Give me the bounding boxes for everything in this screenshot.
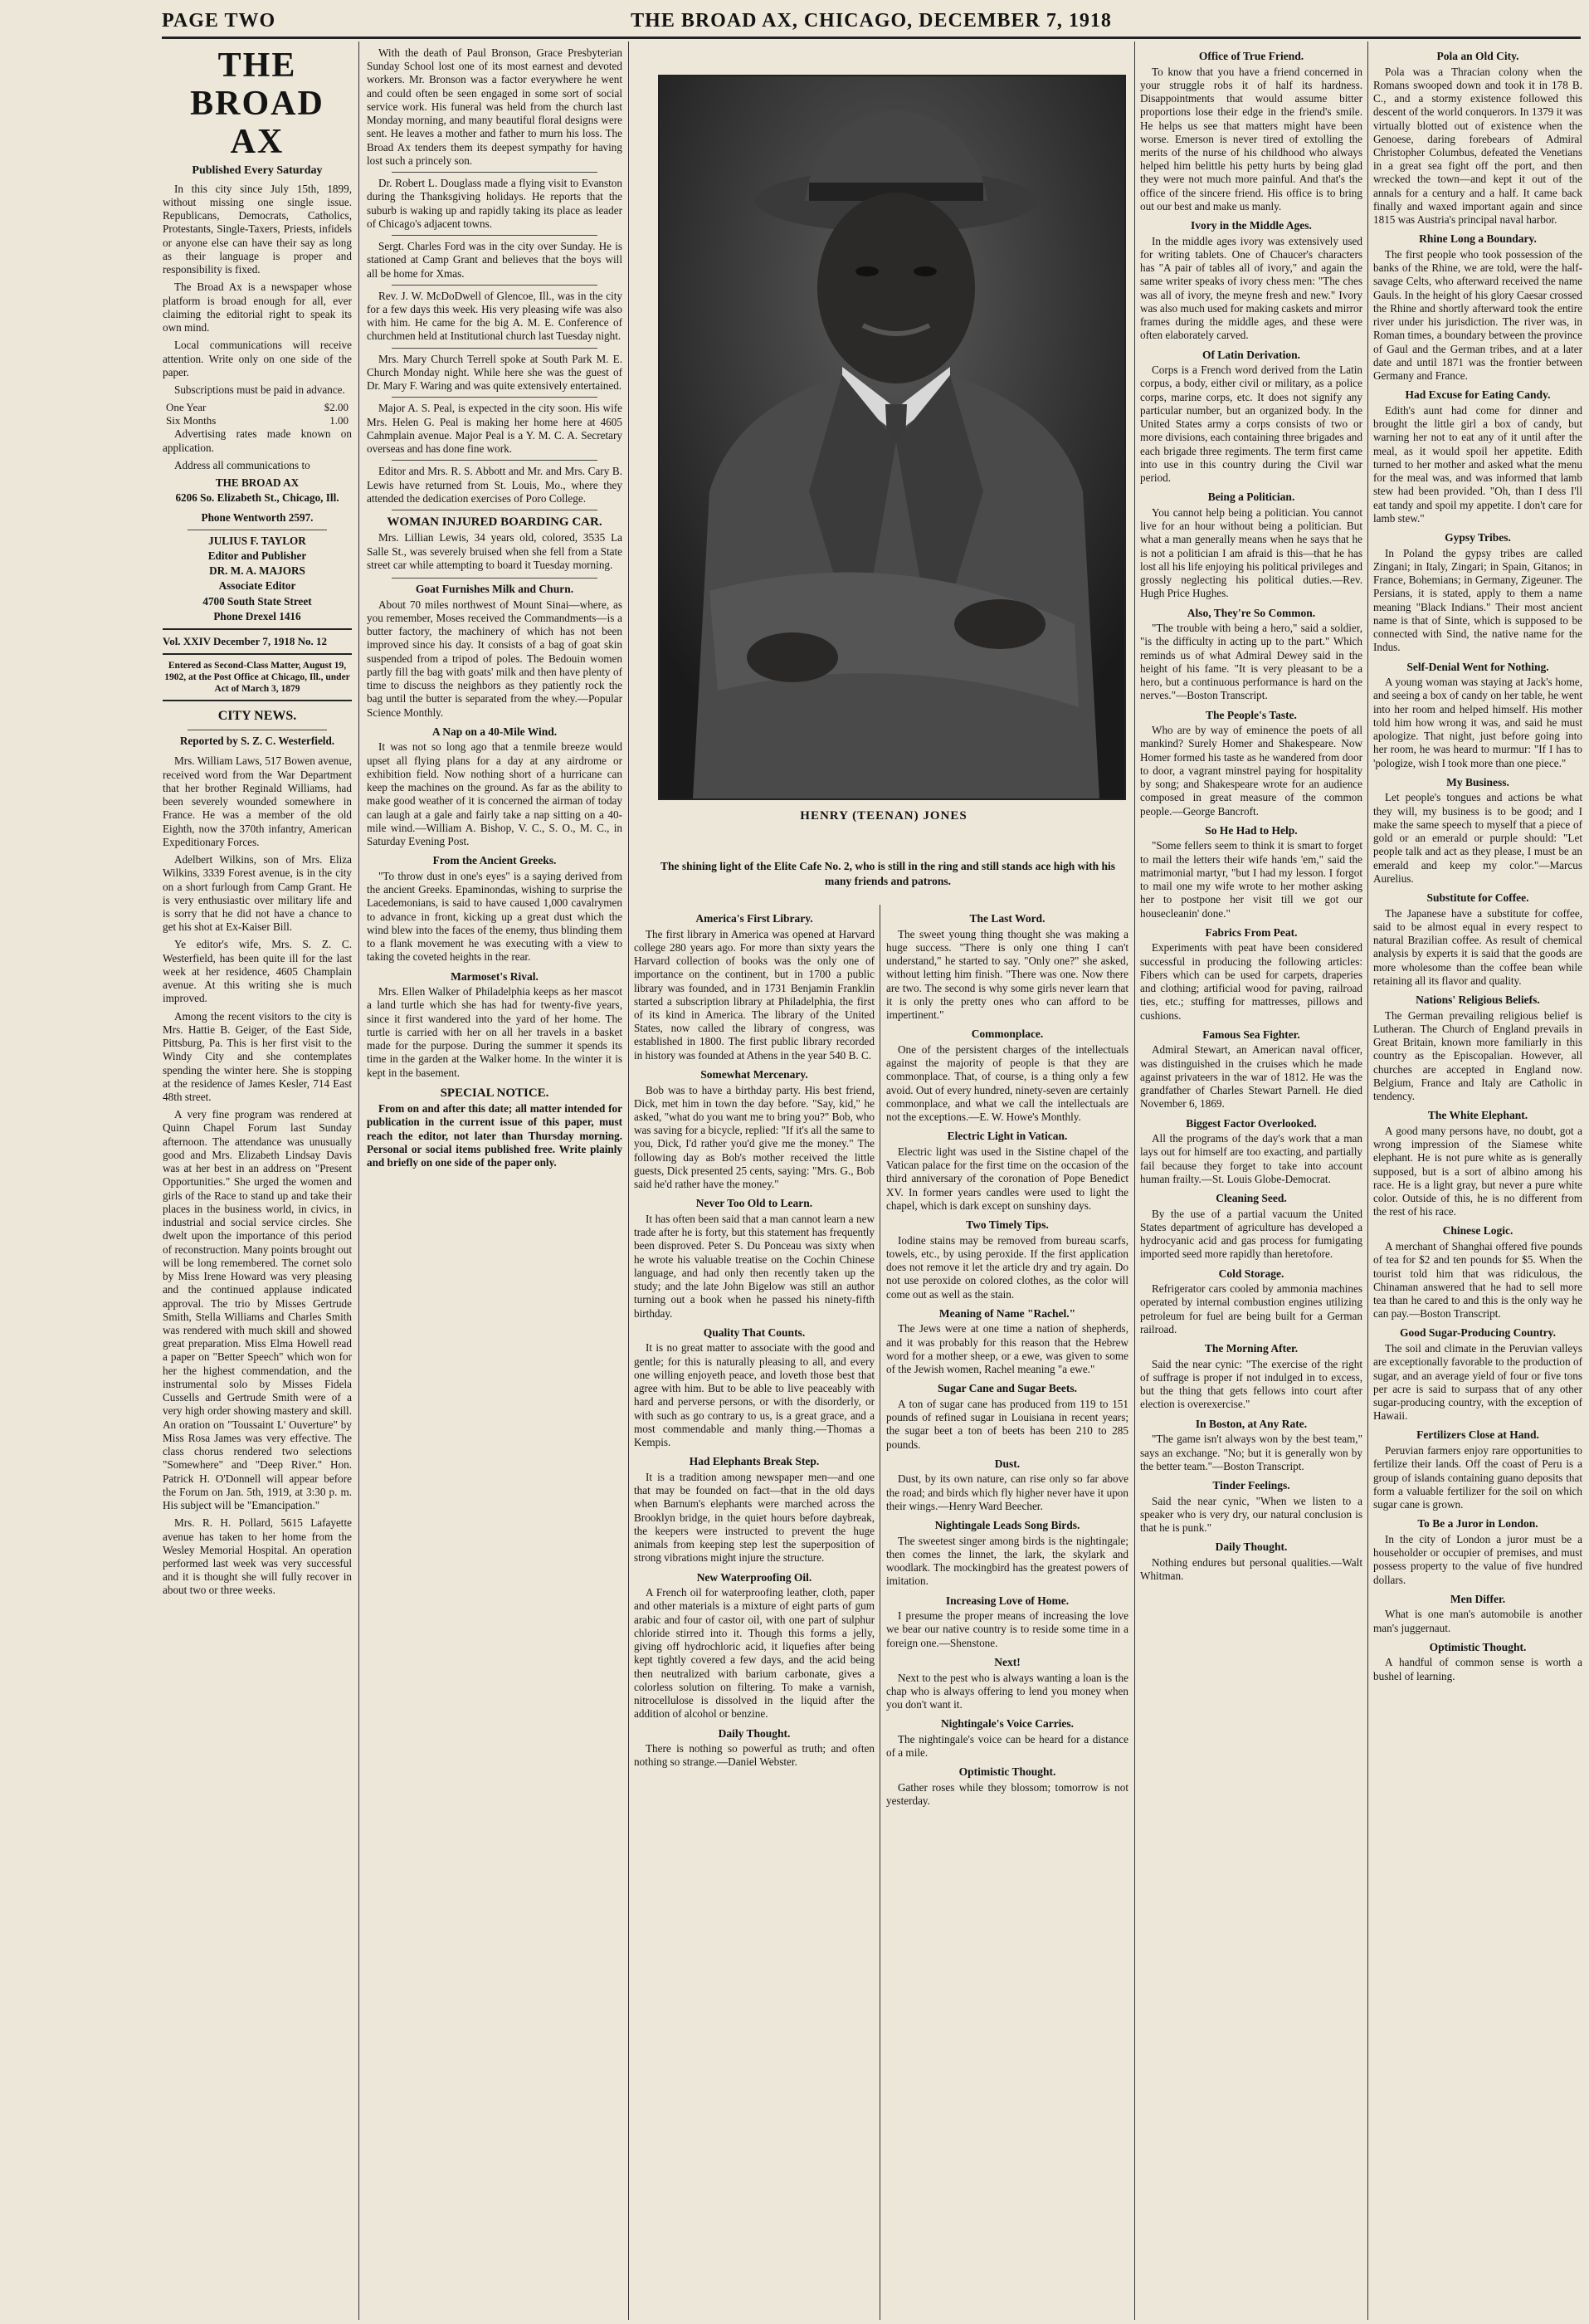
rate-row: [166, 414, 349, 427]
article-body: About 70 miles northwest of Mount Sinai—where, as you remember, Moses received the Commandments—is a butter factory, the machinery of which has not been improved since his day. It consists of a bag of goat skin suspended from a tripod of poles. The Bedouin women partly fill the bag with goats' milk and then have plenty of time to discuss the neighbors as they patiently rock the bag until the butter is separated from the whey.—Popular Science Monthly.: [367, 598, 622, 719]
article-body: The German prevailing religious belief is Lutheran. The Church of England prevails in Great Britain, known more familiarly in this country as the Episcopalian. However, all churches are accepted in England now. Belgium, France and Italy are Catholic in tendency.: [1373, 1008, 1582, 1102]
article-body: Mrs. Lillian Lewis, 34 years old, colored, 3535 La Salle St., was severely bruised when she fell from a State street car while attempting to board it Tuesday morning.: [367, 531, 622, 571]
article: [634, 1571, 875, 1721]
divider: [392, 235, 597, 236]
news-item: Dr. Robert L. Douglass made a flying visit to Evanston during the Thanksgiving holidays. He reports that the suburb is waking up and rapidly taking its place as leader of Chicago's adjacent towns.: [367, 177, 622, 230]
article-headline: Goat Furnishes Milk and Churn.: [415, 583, 574, 596]
article: [1140, 491, 1362, 600]
article-body: The soil and climate in the Peruvian valleys are exceptionally favorable to the production of sugar, and an average yield of four or five tons per acre is said to surpass that of any other sugar-producing country, with the exception of Hawaii.: [1373, 1342, 1582, 1423]
article-body: A good many persons have, no doubt, got a wrong impression of the Siamese white elephant. He is not pure white as is generally supposed, but is a sort of albino among his race. He is a light gray, but never a pure white color. Outside of this, he is no different from the rest of his race.: [1373, 1124, 1582, 1218]
divider: [392, 460, 597, 461]
news-item: Ye editor's wife, Mrs. S. Z. C. Westerfield, has been quite ill for the last week at her residence, 4605 Champlain avenue. At this writing she is much improved.: [163, 938, 352, 1005]
article-body: Corps is a French word derived from the Latin corpus, a body, either civil or military, as a police corps, marine corps, etc. It does not signify any particular number, but an organized body. In the United States army a corps consists of two or more divisions, each containing three brigades and each brigade three regiments. The term first came into use in this country during the Civil war period.: [1140, 364, 1362, 485]
intro-text: Advertising rates made known on application.: [163, 427, 352, 454]
article-headline: Increasing Love of Home.: [945, 1594, 1070, 1607]
rate-row: [166, 401, 349, 414]
news-item: Mrs. Mary Church Terrell spoke at South Park M. E. Church Monday night. While here she was the guest of Dr. Mary F. Waring and was quite extensively entertained.: [367, 352, 622, 393]
article-body: The first library in America was opened at Harvard college 280 years ago. For more than sixty years the Harvard collection of books was the only one of importance on the continent, but in 1700 a public library was founded, and in 1731 Benjamin Franklin started a subscription library at Philadelphia, the first of its kind in America. The library of the United States, now called the library of congress, was established in 1800. The first public library recorded in history was founded at Athens in the year 540 B. C.: [634, 927, 875, 1062]
news-item: With the death of Paul Bronson, Grace Presbyterian Sunday School lost one of its most earnest and devoted workers. Mr. Bronson was a factor everywhere he went and could often be seen engaged in some sort of social service work. His funeral was held from the church last Monday morning, and many beautiful floral designs were sent. He leaves a mother and father to murn his loss. The Broad Ax tenders them its deepest sympathy for having lost such a princely son.: [367, 46, 622, 167]
article-headline: So He Had to Help.: [1205, 823, 1298, 837]
article: [634, 1326, 875, 1449]
article-headline: Next!: [994, 1655, 1021, 1668]
divider: [163, 628, 352, 630]
rate-value: $2.00: [324, 401, 349, 414]
article-headline: Nightingale Leads Song Birds.: [934, 1519, 1080, 1532]
article-headline: A Nap on a 40-Mile Wind.: [431, 725, 558, 738]
article-headline: Cold Storage.: [1218, 1267, 1284, 1280]
article: [886, 1717, 1128, 1760]
intro-text: Address all communications to: [174, 458, 310, 471]
article-body: Iodine stains may be removed from bureau scarfs, towels, etc., by using peroxide. If the first application does not remove it let the article dry and try again. Do not use peroxide on colored clothes, as the color will come out as well as the stain.: [886, 1233, 1128, 1301]
article-body: Said the near cynic: "The exercise of the right of suffrage is proper if not indulged in to excess, but the thing that gets fellows into court after election is overexercise.": [1140, 1357, 1362, 1411]
entry-notice: Entered as Second-Class Matter, August 19, 1902, at the Post Office at Chicago, Ill., under Act of March 3, 1879: [164, 661, 350, 695]
phone: Phone Wentworth 2597.: [201, 511, 314, 525]
article-headline: Daily Thought.: [1215, 1540, 1288, 1554]
article-body: It was not so long ago that a tenmile breeze would upset all flying plans for a day at any airdrome or exhibition field. Now nothing short of a hurricane can keep the machines on the ground. As far as the ability to make good weather of it is concerned the airman of today can laugh at a gale and fairly take a nap sitting on a 40-mile wind.—William A. Bishop, V. C., S. O., M. C., in Saturday Evening Post.: [367, 740, 622, 848]
news-item: A very fine program was rendered at Quinn Chapel Forum last Sunday afternoon. The attendance was unusually good and Mrs. Elizabeth Lindsay Davis was at her best in an address on "Present Opportunities." She urged the women and girls of the Race to stand up and take their places in the business world, in civics, in industrial and social service circles. She dwelt upon the importance of this period of reconstruction. Many points brought out will be long remembered. The cornet solo by Miss Irene Howard was very pleasing and the continued applause indicated approval. The trio by Misses Gertrude Smith, Stella Williams and Charles Smith was rendered with much skill and showed great preparation. Miss Elma Howell read a paper on "Better Speech" which won for her the highest commendation, and the instrumental solo by Misses Fidela Cussells and Gertrude Smith were of a very high order showing mastery and skill. An oration on "Toussaint L' Ouverture" by Miss Rosa James was very effective. The class chorus rendered two selections "Somewhere" and "Deep River." Hon. Patrick H. O'Donnell will appear before the Forum on Jan. 5th, 1919, at 3:30 p. m. His subject will be "Emancipation.": [163, 1108, 352, 1512]
column-3: [634, 909, 875, 2320]
article: [634, 1197, 875, 1320]
article-body: A young woman was staying at Jack's home, and seeing a box of candy on her table, he went into her room and helped himself. His mother told him how wrong it was, and said he must apologize. That night, just before going into her room, he was heard to murmur: "If I has to 'pologize, wish I took more than one piece.": [1373, 676, 1582, 769]
news-item: Adelbert Wilkins, son of Mrs. Eliza Wilkins, 3339 Forest avenue, is in the city on a short furlough from Camp Grant. He is very enthusiastic over military life and is sorry that he did not have a chance to get his shot at Ex-Kaiser Bill.: [163, 853, 352, 934]
article-body: To know that you have a friend concerned in your struggle robs it of half its hardness. Disappointments that would assume bitter proportions lose their edge in the friend's smile. He helps us see that matters might have been worse. Emerson is never tired of extolling the merits of the nurse of his childhood who always helped him belittle his petty hurts by being glad they were not much more painful. And that's the office of the sincere friend. His office is to bring out our best and make us manly.: [1140, 65, 1362, 212]
article: [367, 970, 622, 1080]
article: [1140, 219, 1362, 342]
article: [1373, 50, 1582, 227]
article: [1140, 349, 1362, 486]
article-body: One of the persistent charges of the intellectuals against the majority of people is that they are commonplace. That, of course, is a thing only a few avoid. Out of every hundred, ninety-seven are certainly commonplace, and what we call the intellectuals are not the exceptions.—E. W. Howe's Monthly.: [886, 1042, 1128, 1123]
article-headline: Good Sugar-Producing Country.: [1400, 1326, 1556, 1340]
article-headline: Self-Denial Went for Nothing.: [1406, 660, 1549, 673]
paper-title: THE BROAD AX: [190, 46, 324, 162]
column-4: [886, 909, 1128, 2320]
article-body: The nightingale's voice can be heard for a distance of a mile.: [886, 1732, 1128, 1760]
article-body: It is no great matter to associate with the good and gentle; for this is naturally pleasing to all, and every one willing enjoyeth peace, and loveth those best that agree with him. But to be able to live peaceably with hard and perverse persons, or with the disorderly, or with such as go contrary to us, is a great grace, and a most commendable and manly thing.—Thomas a Kempis.: [634, 1341, 875, 1449]
article-body: Admiral Stewart, an American naval officer, was distinguished in the cruises which he made against privateers in the war of 1812. He was the grandfather of Charles Stewart Parnell. He died November 6, 1869.: [1140, 1043, 1362, 1111]
article: [1373, 531, 1582, 654]
news-item: Editor and Mrs. R. S. Abbott and Mr. and Mrs. Cary B. Lewis have returned from St. Louis, Mo., where they attended the dedication exercises of Poro College.: [367, 465, 622, 505]
article: [367, 515, 622, 572]
article-headline: Being a Politician.: [1207, 491, 1295, 504]
divider: [392, 172, 597, 173]
article: [1140, 1418, 1362, 1473]
article-body: The first people who took possession of the banks of the Rhine, we are told, were the half-savage Celts, who afterward received the name Gauls. In the height of his glory Caesar crossed the Rhine and shortly afterward took the entire river under his jurisdiction. The river was, in Roman times, a boundary between the province of Gaul and the German tribes, and at a later date and until 1871 was the frontier between Germany and France.: [1373, 248, 1582, 383]
article: [886, 1594, 1128, 1650]
editor-role: Editor and Publisher: [207, 549, 307, 562]
article-body: The Jews were at one time a nation of shepherds, and it was probably for this reason that the Hebrew word for a mother sheep, or a ewe, was given to some of the Jewish women, Rachel meaning "a ewe.": [886, 1322, 1128, 1376]
photo-caption-name: HENRY (TEENAN) JONES: [800, 809, 968, 823]
article: [886, 1130, 1128, 1213]
article: [1373, 1428, 1582, 1511]
divider: [163, 700, 352, 701]
article-headline: Optimistic Thought.: [958, 1765, 1056, 1779]
article-headline: Nightingale's Voice Carries.: [940, 1717, 1075, 1731]
article-body: Refrigerator cars cooled by ammonia machines operated by internal combustion engines utilizing petroleum for fuel are being built for a German railroad.: [1140, 1282, 1362, 1335]
article-body: The Japanese have a substitute for coffee, said to be almost equal in every respect to natural Brazilian coffee. As result of chemical analysis by experts it is said that the goods are more wholesome than the coffee bean while retaining all its flavor and quality.: [1373, 906, 1582, 987]
article-headline: Commonplace.: [971, 1028, 1044, 1041]
article-body: Nothing endures but personal qualities.—Walt Whitman.: [1140, 1555, 1362, 1583]
intro-text: Subscriptions must be paid in advance.: [174, 383, 345, 397]
rate-value: 1.00: [329, 414, 349, 427]
article: [1373, 1109, 1582, 1218]
article: [1373, 1641, 1582, 1683]
article-body: In the city of London a juror must be a householder or occupier of premises, and must possess property to the value of five hundred dollars.: [1373, 1532, 1582, 1586]
article-headline: To Be a Juror in London.: [1417, 1517, 1538, 1531]
column-1: [163, 46, 352, 2321]
article-headline: Daily Thought.: [718, 1726, 791, 1740]
article: [886, 1382, 1128, 1452]
article: [886, 1457, 1128, 1513]
article: [1373, 232, 1582, 383]
article-body: A ton of sugar cane has produced from 119 to 151 pounds of refined sugar in Louisiana in recent years; the sugar beet a ton of beets has been 210 to 285 pounds.: [886, 1397, 1128, 1451]
article-headline: The Last Word.: [969, 912, 1046, 925]
article: [1373, 1593, 1582, 1635]
rate-label: One Year: [166, 401, 207, 414]
intro-text: In this city since July 15th, 1899, without missing one single issue. Republicans, Democrats, Catholics, Protestants, Single-Taxers, Priests, infidels or anyone else can have their say as long as their language is proper and responsibility is fixed.: [163, 182, 352, 276]
article-headline: Never Too Old to Learn.: [695, 1197, 813, 1210]
article-body: Experiments with peat have been considered successful in producing the following articles: Fibers which can be used for carpets, draperies and clothing; artificial wood for paving, railroad ties, etc.; stuffing for mattresses, pillows and cushions.: [1140, 941, 1362, 1022]
editor-name: JULIUS F. TAYLOR: [208, 534, 306, 547]
article: [634, 1727, 875, 1770]
article-headline: Nations' Religious Beliefs.: [1416, 993, 1540, 1006]
reporter-byline: Reported by S. Z. C. Westerfield.: [179, 735, 335, 748]
article-body: It is a tradition among newspaper men—and one that may be founded on fact—that in the old days when Barnum's elephants were marched across the Brooklyn bridge, in the quiet hours before daybreak, the keepers were instructed to prevent the huge animals from keeping step lest the superposition of strong vibrations might injure the structure.: [634, 1470, 875, 1565]
article-body: I presume the proper means of increasing the love we bear our native country is to reside some time in a foreign one.—Shenstone.: [886, 1609, 1128, 1649]
article-body: "The trouble with being a hero," said a soldier, "is the difficulty in acting up to the part." Which reminds us of what Admiral Dewey said in the height of his fame. "It is very pleasant to be a hero, but a continuous performance is hard on the nerves."—Boston Transcript.: [1140, 622, 1362, 702]
article-headline: Also, They're So Common.: [1187, 606, 1316, 619]
published-line: Published Every Saturday: [192, 164, 323, 177]
divider: [392, 397, 597, 398]
article-body: In Poland the gypsy tribes are called Zingani; in Italy, Zingari; in Spain, Gitanos; in France, Bohemians; in Germany, Zigeuner. The Persians, it is stated, apply to them a name meaning "Black Indians." Their most ancient name is that of Sinte, which is supposed to be connected with Sind, the native name for the Indus.: [1373, 546, 1582, 654]
article-headline: Sugar Cane and Sugar Beets.: [938, 1382, 1077, 1395]
article-headline: Of Latin Derivation.: [1201, 348, 1301, 361]
article-body: There is nothing so powerful as truth; and often nothing so strange.—Daniel Webster.: [634, 1742, 875, 1769]
article-headline: Had Excuse for Eating Candy.: [1405, 388, 1551, 402]
article-headline: Optimistic Thought.: [1429, 1640, 1527, 1653]
article-body: A merchant of Shanghai offered five pounds of tea for $2 and ten pounds for $5. When the tourist told him that was ridiculous, the Chinaman answered that he had to sell more tea than he cared to and this is the only way he can pay.—Boston Transcript.: [1373, 1240, 1582, 1321]
article: [1140, 1028, 1362, 1111]
article-headline: Had Elephants Break Step.: [689, 1455, 820, 1468]
divider: [163, 653, 352, 655]
article-body: Dust, by its own nature, can rise only so far above the road; and birds which fly higher never have it upon their wings.—Henry Ward Beecher.: [886, 1472, 1128, 1512]
article-body: "Some fellers seem to think it is smart to forget to mail the letters their wife hands 'em," said the matrimonial martyr, "but I had my lesson. I forgot to mail one my wife wrote to her mother asking her to postpone her visit till we got our housecleanin' done.": [1140, 839, 1362, 920]
article: [1140, 824, 1362, 920]
article: [1373, 994, 1582, 1103]
article: [886, 1218, 1128, 1301]
article-headline: Biggest Factor Overlooked.: [1186, 1116, 1317, 1130]
article: [886, 1307, 1128, 1377]
article: [1140, 1540, 1362, 1583]
article: [367, 583, 622, 720]
article: [1140, 1267, 1362, 1337]
article: [1140, 1117, 1362, 1187]
article-headline: Men Differ.: [1450, 1592, 1506, 1605]
article: [1373, 776, 1582, 886]
address-street: 6206 So. Elizabeth St., Chicago, Ill.: [175, 491, 339, 505]
assoc-editor-name: DR. M. A. MAJORS: [209, 564, 305, 578]
article: [634, 912, 875, 1062]
article-headline: Office of True Friend.: [1198, 50, 1304, 62]
article: [367, 854, 622, 964]
article-body: "To throw dust in one's eyes" is a saying derived from the ancient Greeks. Epaminondas, wishing to surprise the Lacedemonians, is said to have caused 1,000 cavalrymen to advance in front, kicking up a great dust which the wind blew into the faces of the enemy, thus blinding them to a flank movement he was executing with a view to taking the coveted heights in the rear.: [367, 869, 622, 964]
article-headline: Fertilizers Close at Hand.: [1416, 1428, 1539, 1442]
rate-label: Six Months: [166, 414, 217, 427]
article: [1373, 1224, 1582, 1321]
divider: [392, 578, 597, 579]
section-heading: CITY NEWS.: [217, 709, 297, 724]
article-headline: Meaning of Name "Rachel.": [938, 1306, 1076, 1320]
portrait-photo: [658, 75, 1126, 800]
article-body: Next to the pest who is always wanting a loan is the chap who is always offering to lend you money when you don't want it.: [886, 1671, 1128, 1711]
article-headline: Cleaning Seed.: [1216, 1192, 1287, 1205]
article-headline: Dust.: [994, 1457, 1021, 1470]
article: [886, 1519, 1128, 1589]
article-body: "The game isn't always won by the best team," says an exchange. "No; but it is generally won by the better team."—Boston Transcript.: [1140, 1433, 1362, 1472]
article-headline: In Boston, at Any Rate.: [1195, 1417, 1308, 1430]
article-body: Peruvian farmers enjoy rare opportunities to fertilize their lands. Off the coast of Peru is a group of islands containing guano deposits that form a valuable fertilizer for the soil on which sugar cane is grown.: [1373, 1444, 1582, 1511]
article-headline: My Business.: [1446, 775, 1509, 788]
article: [1140, 709, 1362, 818]
article-headline: Marmoset's Rival.: [451, 969, 539, 983]
article: [1140, 1479, 1362, 1535]
article: [886, 1765, 1128, 1808]
article-headline: The Morning After.: [1204, 1342, 1299, 1355]
article-headline: Ivory in the Middle Ages.: [1191, 219, 1312, 232]
article-body: Edith's aunt had come for dinner and brought the little girl a box of candy, but warning her not to eat any of it until after the meal, as it would spoil her appetite. Edith turned to her mother and asked what the menu for the meal was, and was informed that lamb stew had been provided. "Oh, than I dess I'll eat tandy and spoil my appetite. I don't care for lamb stew.": [1373, 403, 1582, 525]
article: [1373, 891, 1582, 988]
divider: [392, 348, 597, 349]
news-item: Mrs. William Laws, 517 Bowen avenue, received word from the War Department that her brother Reginald Williams, had been severely wounded somewhere in France. He was a member of the old Eighth, now the 370th infantry, American Expeditionary Forces.: [163, 754, 352, 848]
article-body: Pola was a Thracian colony when the Romans swooped down and took it in 178 B. C., and a stormy existence followed this descent of the world conquerors. In 1379 it was virtually blotted out of existence when the Genoese, daring forebears of Admiral Christopher Columbus, defeated the Venetians in a great sea fight off the port, and then wrecked the town—and kept it out of the annals for a century and a half. It came back finally and waxed important again and since 1815 was Austria's principal naval harbor.: [1373, 65, 1582, 227]
page-number: PAGE TWO: [162, 9, 276, 32]
page-header: [162, 5, 1581, 39]
article-body: Let people's tongues and actions be what they will, my business is to be good; and I make the same speech to myself that a piece of gold or an emerald or purple should: "Let people talk and act as they please, I must be an emerald and keep my color."—Marcus Aurelius.: [1373, 791, 1582, 885]
article: [634, 1068, 875, 1191]
portrait-image: [660, 76, 1124, 798]
article-headline: Electric Light in Vatican.: [947, 1130, 1068, 1143]
news-item: Sergt. Charles Ford was in the city over Sunday. He is stationed at Camp Grant and believes that the boys will all be home for Xmas.: [367, 240, 622, 280]
article-body: Who are by way of eminence the poets of all mankind? Surely Homer and Shakespeare. Now Homer formed his taste as he wandered from door to door, a vagrant minstrel paying for hospitality by song; and Shakespeare wrote for an audience composed in great measure of the common people.—George Bancroft.: [1140, 724, 1362, 818]
column-rule: [358, 42, 359, 2320]
article-body: The sweet young thing thought she was making a huge success. "There is only one thing I can't understand," he started to say. "Only one?" she asked, without letting him finish. "There was one. Now there are two. The second is why some girls never learn that it is only the pretty ones who can afford to be impertinent.": [886, 927, 1128, 1021]
divider: [392, 285, 597, 286]
column-rule: [628, 42, 629, 2320]
column-5: [1140, 46, 1362, 2321]
article-body: By the use of a partial vacuum the United States department of agriculture has developed a hydrocyanic acid and gas process for fumigating imported seed more rapidly than heretofore.: [1140, 1207, 1362, 1261]
address-name: THE BROAD AX: [215, 476, 300, 489]
article: [1373, 388, 1582, 525]
article-headline: Fabrics From Peat.: [1205, 925, 1298, 939]
article-body: Mrs. Ellen Walker of Philadelphia keeps as her mascot a land turtle which she has had for twenty-five years, since it first wandered into the yard of her home. The turtle is carried with her on all her travels in a basket made for the purpose. During the summer it spends its time in the garden at the Walker home. In the winter it is kept in the basement.: [367, 985, 622, 1079]
article-body: From on and after this date; all matter intended for publication in the current issue of this paper, must reach the editor, not later than Thursday morning. Personal or social items published free. Write plainly and briefly on one side of the paper only.: [367, 1102, 622, 1169]
article: [1140, 926, 1362, 1023]
article: [886, 912, 1128, 1022]
column-rule: [1367, 42, 1368, 2320]
article-headline: America's First Library.: [695, 912, 813, 925]
article-headline: Rhine Long a Boundary.: [1419, 232, 1537, 246]
news-item: Among the recent visitors to the city is Mrs. Hattie B. Geiger, of the East Side, Pittsburg, Pa. This is her first visit to the Windy City and she contemplates spending the winter here. She is stopping at the residence of James Kesler, 714 East 48th street.: [163, 1009, 352, 1104]
column-rule: [1134, 42, 1135, 2320]
news-item: Major A. S. Peal, is expected in the city soon. His wife Mrs. Helen G. Peal is making her home here at 4605 Cahmplain avenue. Major Peal is a Y. M. C. A. Secretary overseas and has done fine work.: [367, 402, 622, 456]
article-headline: New Waterproofing Oil.: [696, 1570, 812, 1584]
assoc-editor-role: Associate Editor: [218, 579, 296, 593]
assoc-editor-address: 4700 South State Street: [202, 594, 312, 608]
header-title: THE BROAD AX, CHICAGO, DECEMBER 7, 1918: [631, 9, 1112, 32]
article-body: It has often been said that a man cannot learn a new trade after he is forty, but this statement has frequently been disproved. Peter S. Du Ponceau was sixty when he wrote his valuable treatise on the Cochin Chinese language, and had only then recently taken up the study; and the late John Bigelow was still an author turning out a book when he passed his ninety-fifth birthday.: [634, 1213, 875, 1320]
article-body: What is one man's automobile is another man's juggernaut.: [1373, 1608, 1582, 1634]
article-headline: Gypsy Tribes.: [1445, 531, 1511, 544]
article-headline: WOMAN INJURED BOARDING CAR.: [387, 515, 602, 530]
article: [367, 725, 622, 848]
article: [1140, 50, 1362, 213]
photo-caption: The shining light of the Elite Cafe No. 2, who is still in the ring and still stands ace high with his many friends and patrons.: [660, 860, 1115, 887]
article-body: Gather roses while they blossom; tomorrow is not yesterday.: [886, 1780, 1128, 1808]
article-body: A handful of common sense is worth a bushel of learning.: [1373, 1656, 1582, 1682]
article-headline: Tinder Feelings.: [1212, 1479, 1290, 1492]
article-headline: From the Ancient Greeks.: [432, 854, 557, 867]
article-body: Electric light was used in the Sistine chapel of the Vatican palace for the first time on the occasion of the third anniversary of the coronation of Pope Benedict XV. In former years candles were used to light the chapel, which is dark except on sunshiny days.: [886, 1145, 1128, 1212]
news-item: Rev. J. W. McDoDwell of Glencoe, Ill., was in the city for a few days this week. His very pleasing wife was also with him. He came for the big A. M. E. Conference of churchmen held at Institutional church last Tuesday night.: [367, 289, 622, 343]
article-body: A French oil for waterproofing leather, cloth, paper and other materials is a mixture of eight parts of gum arabic and four of castor oil, with one part of sulphur chloride stirred into it. Though this forms a jelly, giving off hydrochloric acid, it liquefies after being kept tightly covered a few days, and the acid being then neutralized with barium carbonate, gives a colorless solution on filtering. To make a varnish, nitrocellulose is dissolved in the liquid after the addition of alcohol or benzine.: [634, 1586, 875, 1721]
special-notice: [367, 1086, 622, 1170]
article-body: All the programs of the day's work that a man lays out for himself are too exacting, and partially fail because they forget to take into account human frailty.—St. Louis Globe-Democrat.: [1140, 1132, 1362, 1185]
news-item: Mrs. R. H. Pollard, 5615 Lafayette avenue has taken to her home from the Wesley Memorial Hospital. An operation performed last week was very successful and it is thought she will fully recover in about two or three weeks.: [163, 1516, 352, 1597]
article-headline: The People's Taste.: [1206, 708, 1297, 721]
article: [1140, 1192, 1362, 1262]
article-body: You cannot help being a politician. You cannot live for an hour without being a politician. But what a man generally means when he says that he is not a politician I am afraid is this—that he has lost all his life enjoying his political privileges and grossly neglecting his political duties.—Rev. Hugh Price Hughes.: [1140, 505, 1362, 600]
intro-text: The Broad Ax is a newspaper whose platform is broad enough for all, ever claiming the editorial right to speak its own mind.: [163, 281, 352, 334]
article-headline: Famous Sea Fighter.: [1202, 1028, 1300, 1041]
article: [1140, 1342, 1362, 1412]
article-headline: The White Elephant.: [1427, 1109, 1528, 1122]
article-body: In the middle ages ivory was extensively used for writing tablets. One of Chaucer's characters has "A pair of tables all of ivory," and again the same writer speaks of ivory chess men: "The ches was all of ivory, the meyne fresh and new." Ivory was also much used for making caskets and mirror frames during the middle ages, and these were often elaborately carved.: [1140, 234, 1362, 342]
article: [886, 1028, 1128, 1124]
article-headline: Quality That Counts.: [703, 1326, 806, 1339]
article-body: The sweetest singer among birds is the nightingale; then comes the linnet, the lark, the skylark and woodlark. The mockingbird has the greatest powers of imitation.: [886, 1534, 1128, 1588]
column-6: [1373, 46, 1582, 2321]
article: [1373, 1326, 1582, 1423]
article: [1373, 1517, 1582, 1587]
article-body: Bob was to have a birthday party. His best friend, Dick, met him in town the day before. "Say, kid," he asked, "what do you want me to bring you?" Bob, who was saving for a bicycle, replied: "If it's all the same to you, Dick, I'd rather you'd give me the money." The following day as Bob's mother received the little guests, Dick presented 25 cents, saying: "Mrs. G., Bob said he'd rather have the money.": [634, 1083, 875, 1191]
article: [1373, 661, 1582, 770]
article: [886, 1656, 1128, 1711]
column-2: [367, 46, 622, 2321]
article: [1140, 607, 1362, 703]
assoc-editor-phone: Phone Drexel 1416: [213, 609, 301, 622]
article-headline: Somewhat Mercenary.: [700, 1067, 808, 1081]
article-headline: SPECIAL NOTICE.: [440, 1086, 549, 1100]
article-headline: Pola an Old City.: [1436, 50, 1519, 62]
article: [634, 1455, 875, 1565]
article-headline: Two Timely Tips.: [966, 1218, 1049, 1231]
article-headline: Substitute for Coffee.: [1426, 891, 1529, 904]
article-headline: Chinese Logic.: [1442, 1224, 1513, 1238]
article-body: Said the near cynic, "When we listen to a speaker who is very dry, our natural conclusion is that he is punk.": [1140, 1494, 1362, 1535]
volume-line: Vol. XXIV December 7, 1918 No. 12: [163, 635, 327, 648]
intro-text: Local communications will receive attention. Write only on one side of the paper.: [163, 339, 352, 378]
